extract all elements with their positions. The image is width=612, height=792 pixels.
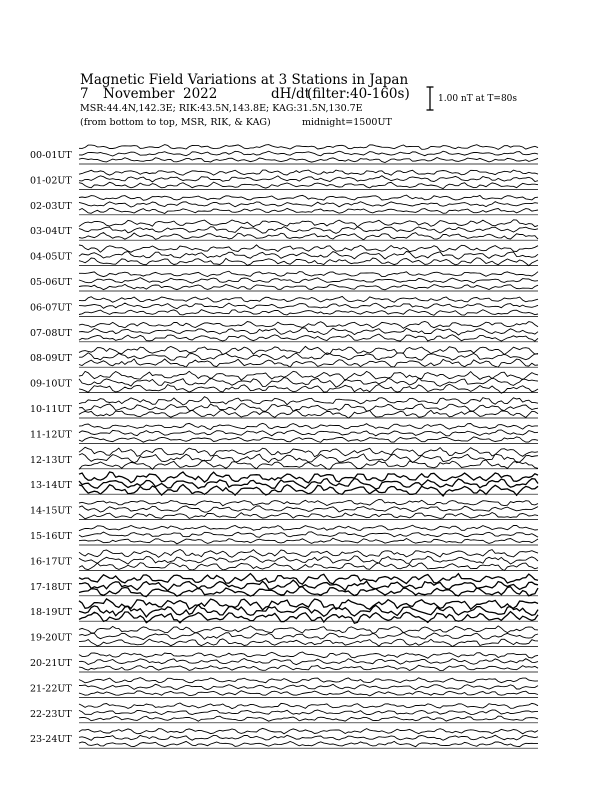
- trace-rik: [79, 506, 538, 512]
- date-year: 2022: [183, 86, 218, 102]
- trace-kag: [79, 371, 538, 380]
- trace-msr: [79, 208, 538, 213]
- trace-kag: [79, 346, 538, 354]
- hour-label: 16-17UT: [30, 556, 72, 568]
- hour-row: [30, 728, 538, 748]
- hour-row: [30, 346, 538, 367]
- quantity-label: dH/dt: [271, 86, 311, 102]
- hour-row: [30, 447, 538, 469]
- hour-label: 19-20UT: [30, 632, 72, 644]
- trace-msr: [79, 334, 538, 341]
- hour-label: 15-16UT: [30, 531, 72, 542]
- hour-label: 22-23UT: [30, 708, 72, 720]
- hour-label: 03-04UT: [30, 226, 72, 238]
- trace-rik: [79, 278, 538, 284]
- trace-msr: [79, 158, 538, 163]
- trace-rik: [79, 556, 538, 564]
- hour-row: [30, 423, 538, 443]
- trace-rik: [79, 404, 538, 412]
- hour-label: 17-18UT: [30, 581, 72, 593]
- trace-msr: [79, 310, 538, 316]
- trace-msr: [79, 563, 538, 571]
- trace-kag: [79, 500, 538, 506]
- hour-row: [30, 678, 538, 698]
- trace-rik: [79, 580, 538, 591]
- trace-msr: [79, 284, 538, 289]
- hour-row: [30, 245, 538, 266]
- hour-row: [30, 271, 538, 291]
- hour-label: 04-05UT: [30, 251, 72, 263]
- hour-row: [30, 599, 538, 623]
- station-order-note: (from bottom to top, MSR, RIK, & KAG): [80, 117, 271, 128]
- trace-msr: [79, 587, 538, 597]
- hour-row: [30, 652, 538, 672]
- trace-msr: [79, 233, 538, 240]
- hour-label: 07-08UT: [30, 327, 72, 339]
- trace-rik: [79, 684, 538, 689]
- trace-kag: [79, 728, 538, 733]
- trace-rik: [79, 454, 538, 463]
- trace-msr: [79, 384, 538, 393]
- trace-rik: [79, 353, 538, 360]
- hour-row: [30, 322, 538, 342]
- hour-row: [30, 220, 538, 240]
- trace-rik: [79, 430, 538, 436]
- hour-row: [30, 525, 538, 545]
- trace-rik: [79, 176, 538, 182]
- hour-row: [30, 145, 538, 164]
- hour-label: 10-11UT: [30, 404, 72, 415]
- trace-msr: [79, 716, 538, 721]
- midnight-note: midnight=1500UT: [302, 117, 392, 128]
- hour-row: [30, 574, 538, 597]
- trace-kag: [79, 703, 538, 709]
- trace-kag: [79, 322, 538, 329]
- trace-msr: [79, 182, 538, 189]
- hour-label: 18-19UT: [30, 607, 72, 619]
- trace-msr: [79, 691, 538, 696]
- trace-kag: [79, 599, 538, 610]
- trace-kag: [79, 296, 538, 302]
- trace-rik: [79, 532, 538, 538]
- hour-row: [30, 296, 538, 316]
- hour-row: [30, 703, 538, 723]
- hour-label: 13-14UT: [30, 480, 72, 492]
- trace-rik: [79, 202, 538, 207]
- trace-kag: [79, 245, 538, 252]
- hour-row: [30, 170, 538, 189]
- scale-label: 1.00 nT at T=80s: [438, 94, 518, 104]
- hour-row: [30, 550, 538, 571]
- hour-row: [30, 397, 538, 418]
- hour-row: [30, 626, 538, 647]
- trace-rik: [79, 479, 538, 490]
- hour-label: 21-22UT: [30, 683, 72, 695]
- scale-bar: [426, 86, 436, 112]
- trace-msr: [79, 538, 538, 544]
- hour-label: 11-12UT: [30, 429, 72, 441]
- trace-rik: [79, 710, 538, 715]
- trace-kag: [79, 626, 538, 633]
- trace-rik: [79, 378, 538, 388]
- chart-header: [0, 0, 612, 140]
- trace-msr: [79, 741, 538, 746]
- trace-rik: [79, 303, 538, 309]
- trace-rik: [79, 151, 538, 156]
- trace-msr: [79, 639, 538, 647]
- hour-label: 08-09UT: [30, 353, 72, 365]
- date-month: November: [103, 86, 175, 102]
- trace-rik: [79, 227, 538, 234]
- trace-rik: [79, 632, 538, 639]
- station-coordinates: MSR:44.4N,142.3E; RIK:43.5N,143.8E; KAG:31.5N,130.7E: [80, 103, 363, 114]
- hour-label: 00-01UT: [30, 150, 72, 161]
- date-day: 7: [80, 86, 89, 102]
- hour-row: [30, 371, 538, 393]
- hour-label: 02-03UT: [30, 200, 72, 212]
- trace-rik: [79, 328, 538, 335]
- trace-kag: [79, 525, 538, 531]
- hour-row: [30, 195, 538, 215]
- trace-kag: [79, 271, 538, 276]
- hour-label: 05-06UT: [30, 277, 72, 288]
- trace-plot: [0, 140, 612, 792]
- trace-msr: [79, 513, 538, 519]
- trace-msr: [79, 359, 538, 367]
- trace-kag: [79, 550, 538, 558]
- trace-msr: [79, 410, 538, 418]
- chart-title: Magnetic Field Variations at 3 Stations in Japan: [80, 72, 409, 88]
- trace-msr: [79, 437, 538, 442]
- hour-row: [30, 472, 538, 496]
- hour-label: 14-15UT: [30, 505, 72, 517]
- trace-rik: [79, 659, 538, 665]
- trace-kag: [79, 220, 538, 227]
- trace-kag: [79, 678, 538, 683]
- trace-msr: [79, 665, 538, 670]
- trace-kag: [79, 423, 538, 429]
- trace-rik: [79, 251, 538, 259]
- hour-label: 12-13UT: [30, 454, 72, 466]
- trace-kag: [79, 195, 538, 200]
- trace-kag: [79, 145, 538, 150]
- hour-label: 01-02UT: [30, 175, 72, 187]
- hour-label: 23-24UT: [30, 734, 72, 746]
- filter-label: (filter:40-160s): [307, 86, 410, 102]
- hour-label: 06-07UT: [30, 302, 72, 314]
- hour-label: 20-21UT: [30, 658, 72, 669]
- trace-kag: [79, 397, 538, 405]
- trace-kag: [79, 652, 538, 658]
- hour-label: 09-10UT: [30, 378, 72, 390]
- trace-msr: [79, 460, 538, 469]
- trace-msr: [79, 258, 538, 266]
- hour-row: [30, 500, 538, 520]
- trace-kag: [79, 447, 538, 456]
- trace-kag: [79, 170, 538, 175]
- trace-rik: [79, 735, 538, 740]
